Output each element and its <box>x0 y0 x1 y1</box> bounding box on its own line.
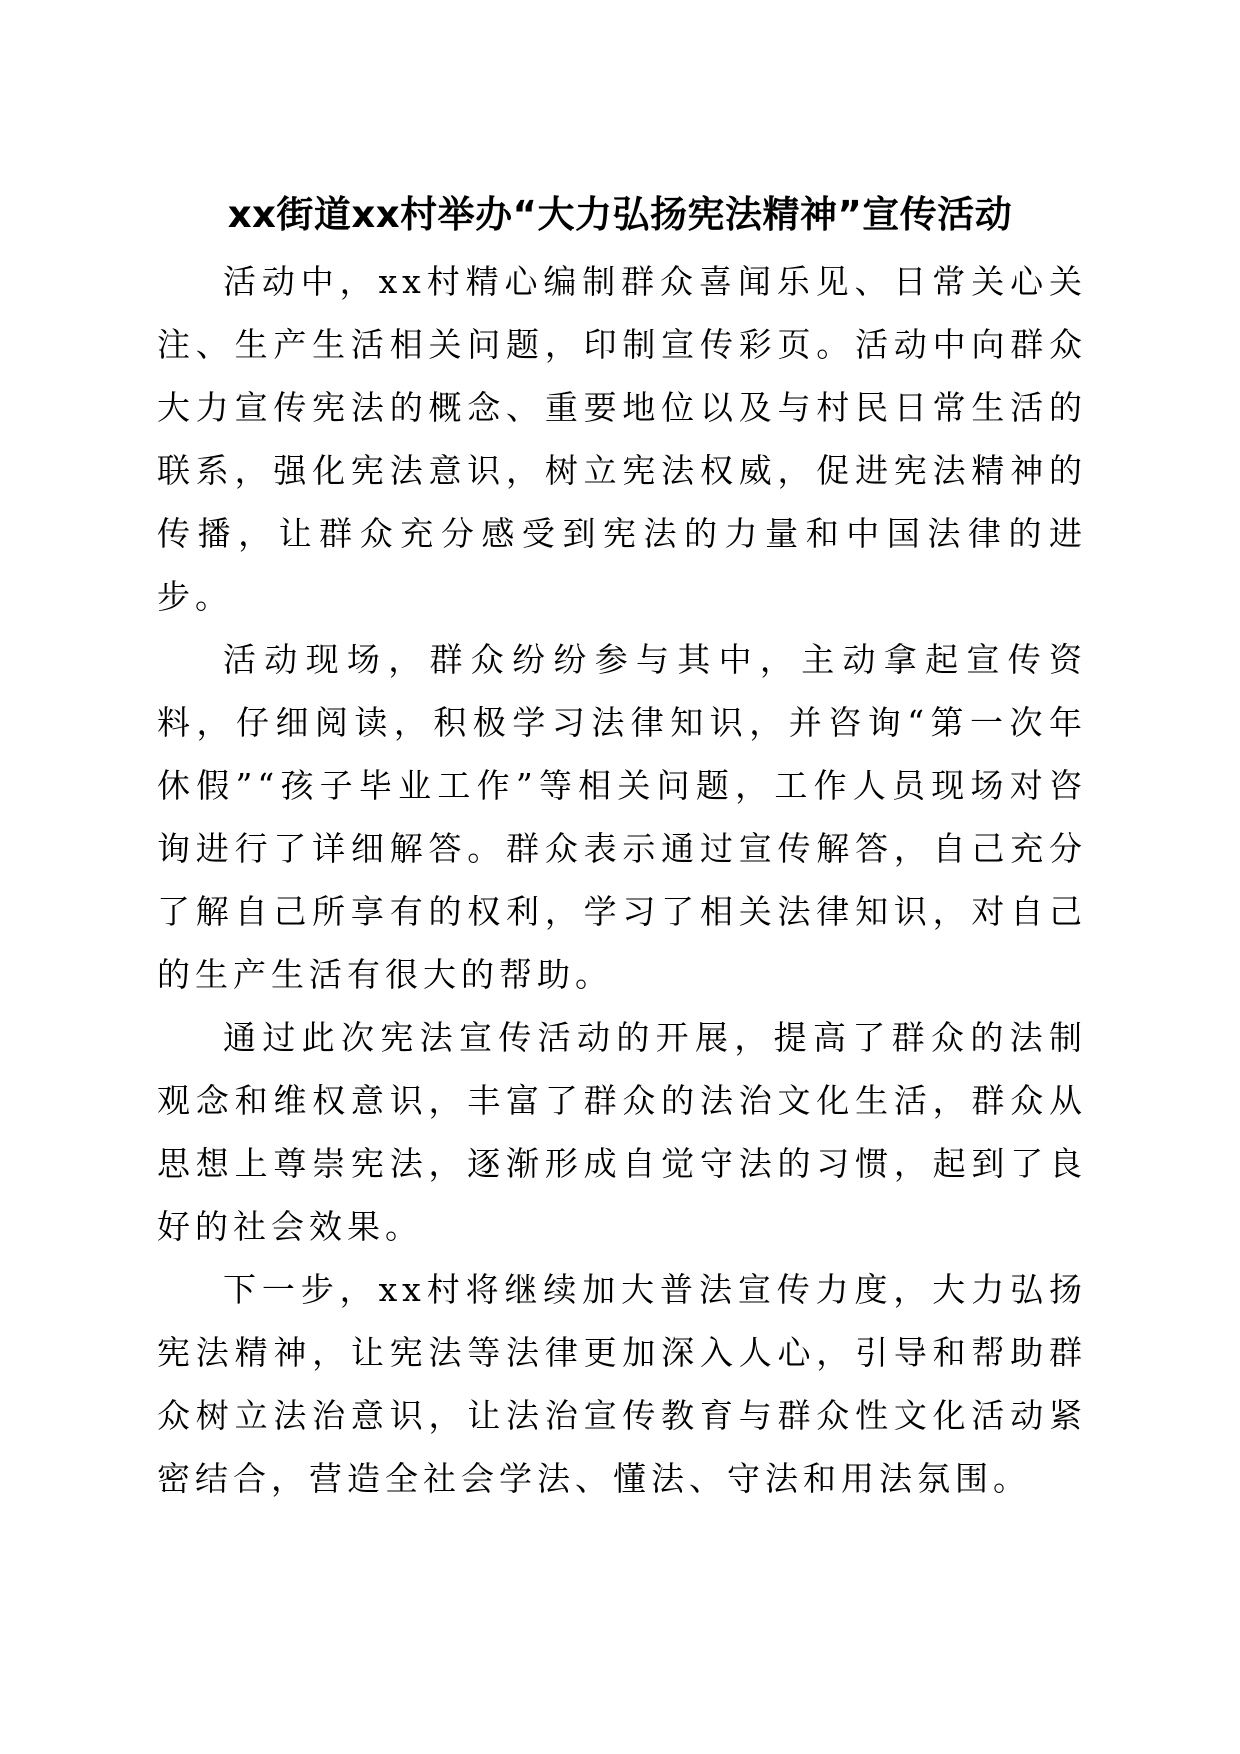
document-title: xx街道xx村举办“大力弘扬宪法精神”宣传活动 <box>227 193 1013 236</box>
paragraph: 活动现场，群众纷纷参与其中，主动拿起宣传资料，仔细阅读，积极学习法律知识，并咨询“第一次年休假”“孩子毕业工作”等相关问题，工作人员现场对咨询进行了详细解答。群众表示通过宣传解答，自己充分了解自己所享有的权利，学习了相关法律知识，对自己的生产生活有很大的帮助。 <box>157 640 1087 994</box>
paragraph: 下一步，xx村将继续加大普法宣传力度，大力弘扬宪法精神，让宪法等法律更加深入人心，引导和帮助群众树立法治意识，让法治宣传教育与群众性文化活动紧密结合，营造全社会学法、懂法、守法和用法氛围。 <box>157 1270 1087 1498</box>
document-body <box>157 250 1087 1510</box>
paragraph: 通过此次宪法宣传活动的开展，提高了群众的法制观念和维权意识，丰富了群众的法治文化生活，群众从思想上尊崇宪法，逐渐形成自觉守法的习惯，起到了良好的社会效果。 <box>157 1018 1087 1246</box>
paragraph: 活动中，xx村精心编制群众喜闻乐见、日常关心关注、生产生活相关问题，印制宣传彩页。活动中向群众大力宣传宪法的概念、重要地位以及与村民日常生活的联系，强化宪法意识，树立宪法权威，促进宪法精神的传播，让群众充分感受到宪法的力量和中国法律的进步。 <box>157 262 1087 616</box>
